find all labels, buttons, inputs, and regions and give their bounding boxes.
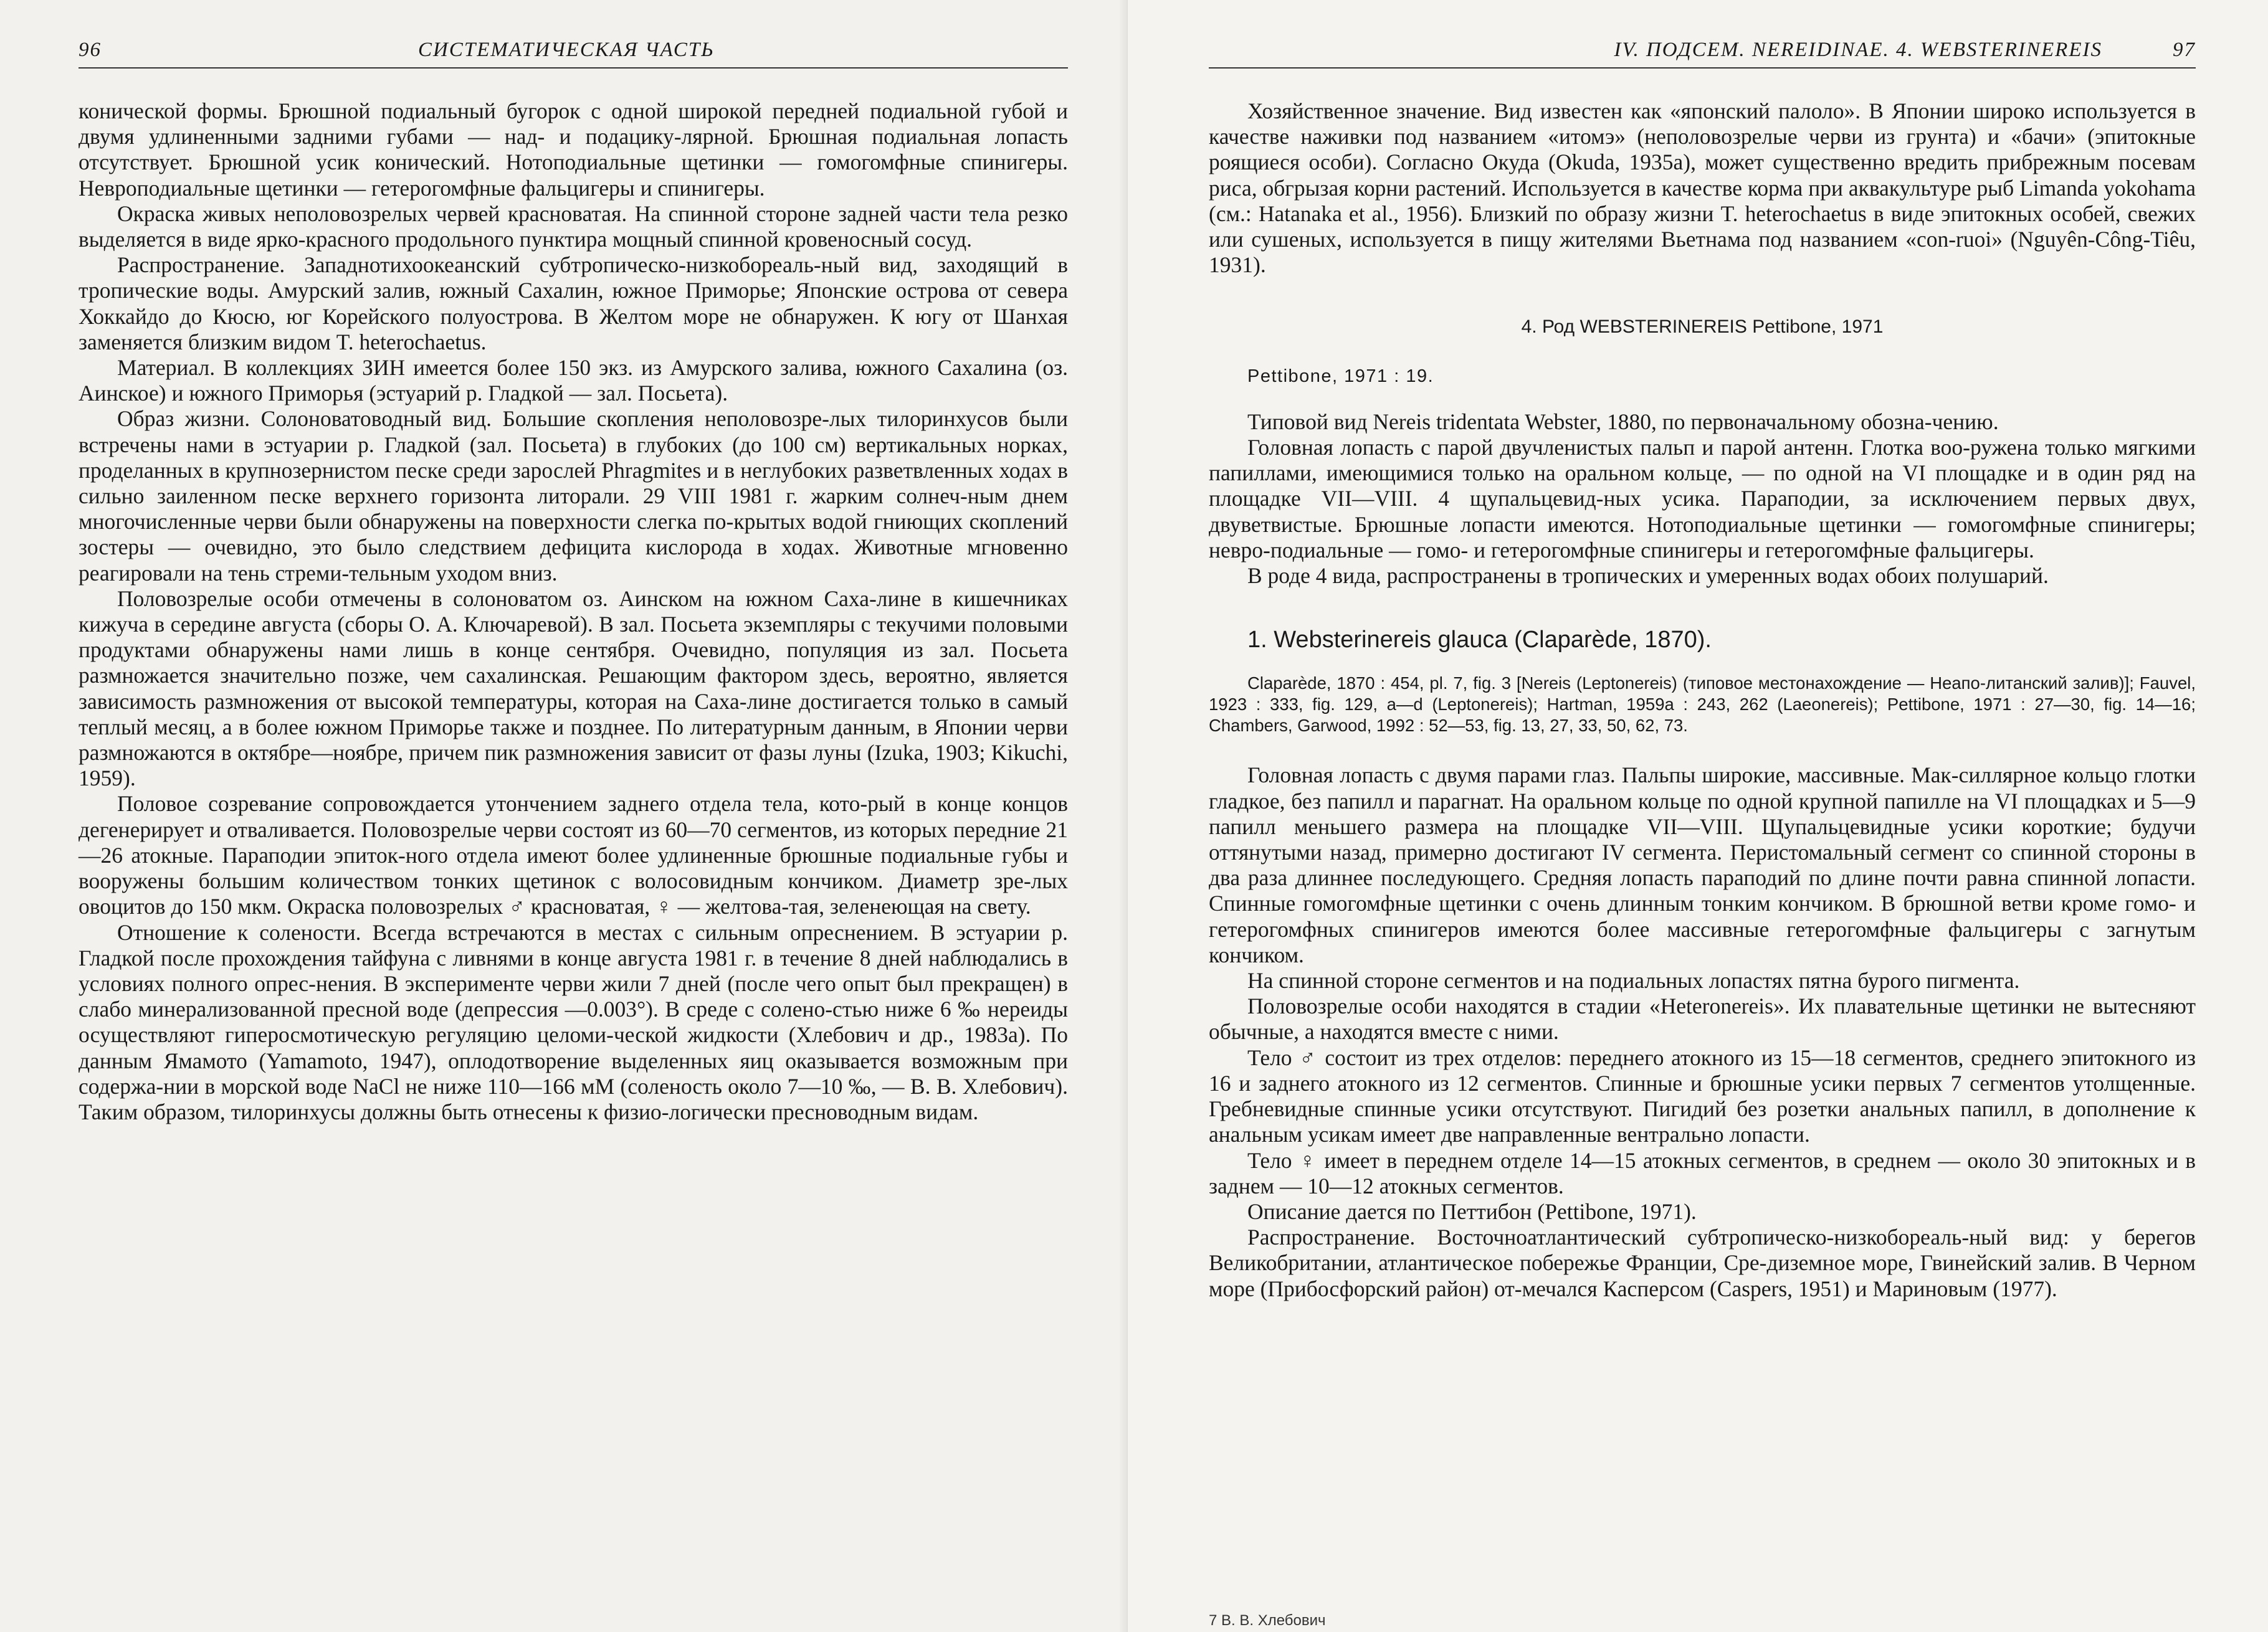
species-heading: 1. Websterinereis glauca (Claparède, 1870). [1247, 627, 1712, 653]
page-header [79, 39, 1068, 69]
type-species: Типовой вид Nereis tridentata Webster, 1880, по первоначальному обозна-чению. [1247, 409, 1999, 434]
paragraph-distribution: Распространение. Западнотихоокеанский субтропическо-низкобореаль-ный вид, заходящий в тропические воды. Амурский залив, южный Сахалин, южное Приморье; Японские острова от севера Хоккайдо до Кюсю, юг Корейского полуострова. В Желтом море не обнаружен. К югу от Шанхая заменяется близким видом T. heterochaetus. [79, 252, 1068, 354]
paragraph-mature-individuals: Половозрелые особи отмечены в солоноватом оз. Аинском на южном Саха-лине в кишечниках кижуча в середине августа (сборы О. А. Ключаревой). В зал. Посьета экземпляры с текучими половыми продуктами обнаружены нами лишь в конце сентября. Очевидно, популяция из зал. Посьета размножается значительно позже, чем сахалинская. Решающим фактором здесь, вероятно, является зависимость размножения от высокой температуры, которая на Саха-лине достигается только в самый теплый месяц, а в более южном Приморье также и позднее. По литературным данным, в Японии черви размножаются в октябре—ноябре, причем пик размножения зависит от фазы луны (Izuka, 1903; Kikuchi, 1959). [79, 586, 1068, 791]
text-column [79, 98, 1068, 1125]
paragraph: конической формы. Брюшной подиальный бугорок с одной широкой передней подиальной губой и двумя удлиненными задними губами — над- и подацику-лярной. Брюшная подиальная лопасть отсутствует. Брюшной усик конический. Нотоподиальные щетинки — гомогомфные спинигеры. Невроподиальные щетинки — гетерогомфные фальцигеры и спинигеры. [79, 98, 1068, 201]
genus-description: Головная лопасть с парой двучленистых пальп и парой антенн. Глотка воо-ружена только мягкими папиллами, имеющимися только на оральном кольце, — по одной на VI площадке и в один ряд на площадке VII—VIII. 4 щупальцевид-ных усика. Параподии, за исключением первых двух, двуветвистые. Брюшные лопасти имеются. Нотоподиальные щетинки — гомогомфные спинигеры; невро-подиальные — гомо- и гетерогомфные спинигеры и гетерогомфные фальцигеры. [1209, 435, 2196, 562]
paragraph-salinity: Отношение к солености. Всегда встречаются в местах с сильным опреснением. В эстуарии р. Гладкой после прохождения тайфуна с ливнями в конце августа 1981 г. в течение 8 дней наблюдались в условиях полного опрес-нения. В эксперименте черви жили 7 дней (после чего опыт был прекращен) в слабо минерализованной пресной воде (депрессия —0.003°). В среде с солено-стью ниже 6 ‰ нереиды осуществляют гиперосмотическую регуляцию целоми-ческой жидкости (Хлебович и др., 1983а). По данным Ямамото (Yamamoto, 1947), оплодотворение выделенных яиц оказывается возможным при содержа-нии в морской воде NaCl не ниже 110—166 мМ (соленость около 7—10 ‰, — В. В. Хлебович). Таким образом, тилоринхусы должны быть отнесены к физио-логически пресноводным видам. [79, 919, 1068, 1124]
genus-heading: 4. Род WEBSTERINEREIS Pettibone, 1971 [1521, 316, 1884, 338]
left-page [0, 0, 1125, 1632]
page-number: 96 [79, 39, 102, 61]
paragraph-coloration: Окраска живых неполовозрелых червей красноватая. На спинной стороне задней части тела резко выделяется в виде ярко-красного продольного пунктира мощный спинной кровеносный сосуд. [79, 201, 1068, 252]
genus-species-count: В роде 4 вида, распространены в тропических и умеренных водах обоих полушарий. [1247, 563, 2049, 589]
synonymy-list: Claparède, 1870 : 454, pl. 7, fig. 3 [Nereis (Leptonereis) (типовое местонахождение — Неапо-литанский залив)]; Fauvel, 1923 : 333, fig. 129, a—d (Leptonereis); Hartman, 1959a : 243, 262 (Laeonereis); Pettibone, 1971 : 27—30, fig. 14—16; Chambers, Garwood, 1992 : 52—53, fig. 13, 27, 33, 50, 62, 73. [1209, 673, 2196, 736]
page-number: 97 [2173, 39, 2196, 61]
paragraph-material: Материал. В коллекциях ЗИН имеется более 150 экз. из Амурского залива, южного Сахалина (оз. Аинское) и южного Приморья (эстуарий р. Гладкой — зал. Посьета). [79, 355, 1068, 406]
species-male-body: Тело ♂ состоит из трех отделов: переднего атокного из 15—18 сегментов, среднего эпитокного из 16 и заднего атокного из 12 сегментов. Спинные и брюшные усики первых 7 сегментов утолщенные. Гребневидные спинные усики отсутствуют. Пигидий без розетки анальных папилл, в дополнение к анальным усикам имеет две направленные вентрально лопасти. [1209, 1045, 2196, 1147]
paragraph-lifestyle: Образ жизни. Солоноватоводный вид. Большие скопления неполовозре-лых тилоринхусов были встречены нами в эстуарии р. Гладкой (зал. Посьета) в глубоких (до 100 см) вертикальных норках, проделанных в крупнозернистом песке среди зарослей Phragmites и в неглубоких разветвленных ходах в сильно заиленном песке верхнего горизонта литорали. 29 VIII 1981 г. жарким солнеч-ным днем многочисленные черви были обнаружены на поверхности слегка по-крытых водой гниющих скоплений зостеры — очевидно, это было следствием дефицита кислорода в ходах. Животные мгновенно реагировали на тень стреми-тельным уходом вниз. [79, 406, 1068, 586]
genus-reference: Pettibone, 1971 : 19. [1247, 366, 1434, 386]
species-pigment: На спинной стороне сегментов и на подиальных лопастях пятна бурого пигмента. [1247, 968, 2020, 994]
species-distribution: Распространение. Восточноатлантический субтропическо-низкобореаль-ный вид: у берегов Великобритании, атлантическое побережье Франции, Сре-диземное море, Гвинейский залив. В Черном море (Прибосфорский район) от-мечался Касперсом (Caspers, 1951) и Мариновым (1977). [1209, 1225, 2196, 1301]
species-heteronereis: Половозрелые особи находятся в стадии «Heteronereis». Их плавательные щетинки не вытесняют обычные, а находятся вместе с ними. [1209, 994, 2196, 1045]
paragraph-maturation: Половое созревание сопровождается утончением заднего отдела тела, кото-рый в конце концов дегенерирует и отваливается. Половозрелые черви состоят из 60—70 сегментов, из которых передние 21—26 атокные. Параподии эпиток-ного отдела имеют более удлиненные брюшные подиальные губы и вооружены большим количеством тонких щетинок с волосовидным кончиком. Диаметр зре-лых овоцитов до 150 мкм. Окраска половозрелых ♂ красноватая, ♀ — желтова-тая, зеленеющая на свету. [79, 791, 1068, 919]
paragraph-economic-value: Хозяйственное значение. Вид известен как «японский палоло». В Японии широко используется в качестве наживки под названием «итомэ» (неполовозрелые черви из грунта) и «бачи» (эпитокные роящиеся особи). Согласно Окуда (Okuda, 1935a), может существенно вредить прибрежным посевам риса, обгрызая корни растений. Используется в качестве корма при аквакультуре рыб Limanda yokohama (см.: Hatanaka et al., 1956). Близкий по образу жизни T. heterochaetus в виде эпитокных особей, свежих или сушеных, используется в пищу жителями Вьетнама под названием «con-ruoi» (Nguyên-Công-Tiêu, 1931). [1209, 98, 2196, 278]
right-page [1128, 0, 2268, 1632]
page-header [1209, 39, 2196, 69]
text-column [1209, 98, 2196, 1302]
species-female-body: Тело ♀ имеет в переднем отделе 14—15 атокных сегментов, в среднем — около 30 эпитокных и в заднем — 10—12 атокных сегментов. [1209, 1147, 2196, 1198]
species-source: Описание дается по Петтибон (Pettibone, 1971). [1247, 1198, 1697, 1224]
running-title: СИСТЕМАТИЧЕСКАЯ ЧАСТЬ [418, 39, 715, 61]
species-description: Головная лопасть с двумя парами глаз. Пальпы широкие, массивные. Мак-силлярное кольцо глотки гладкое, без папилл и парагнат. На оральном кольце по одной крупной папилле на VI площадках и 5—9 папилл меньшего размера на площадке VII—VIII. Щупальцевидные усики короткие; будучи оттянутыми назад, примерно достигают IV сегмента. Перистомальный сегмент со спинной стороны в два раза длиннее последующего. Средняя лопасть параподий по длине почти равна спинной лопасти. Спинные гомогомфные щетинки с очень длинным тонким кончиком. В брюшной ветви кроме гомо- и гетерогомфных спинигеров имеются более массивные гетерогомфные фальцигеры с загнутым кончиком. [1209, 762, 2196, 967]
running-title: IV. ПОДСЕМ. NEREIDINAE. 4. WEBSTERINEREIS [1614, 39, 2102, 61]
signature-footer: 7 В. В. Хлебович [1209, 1612, 1326, 1629]
